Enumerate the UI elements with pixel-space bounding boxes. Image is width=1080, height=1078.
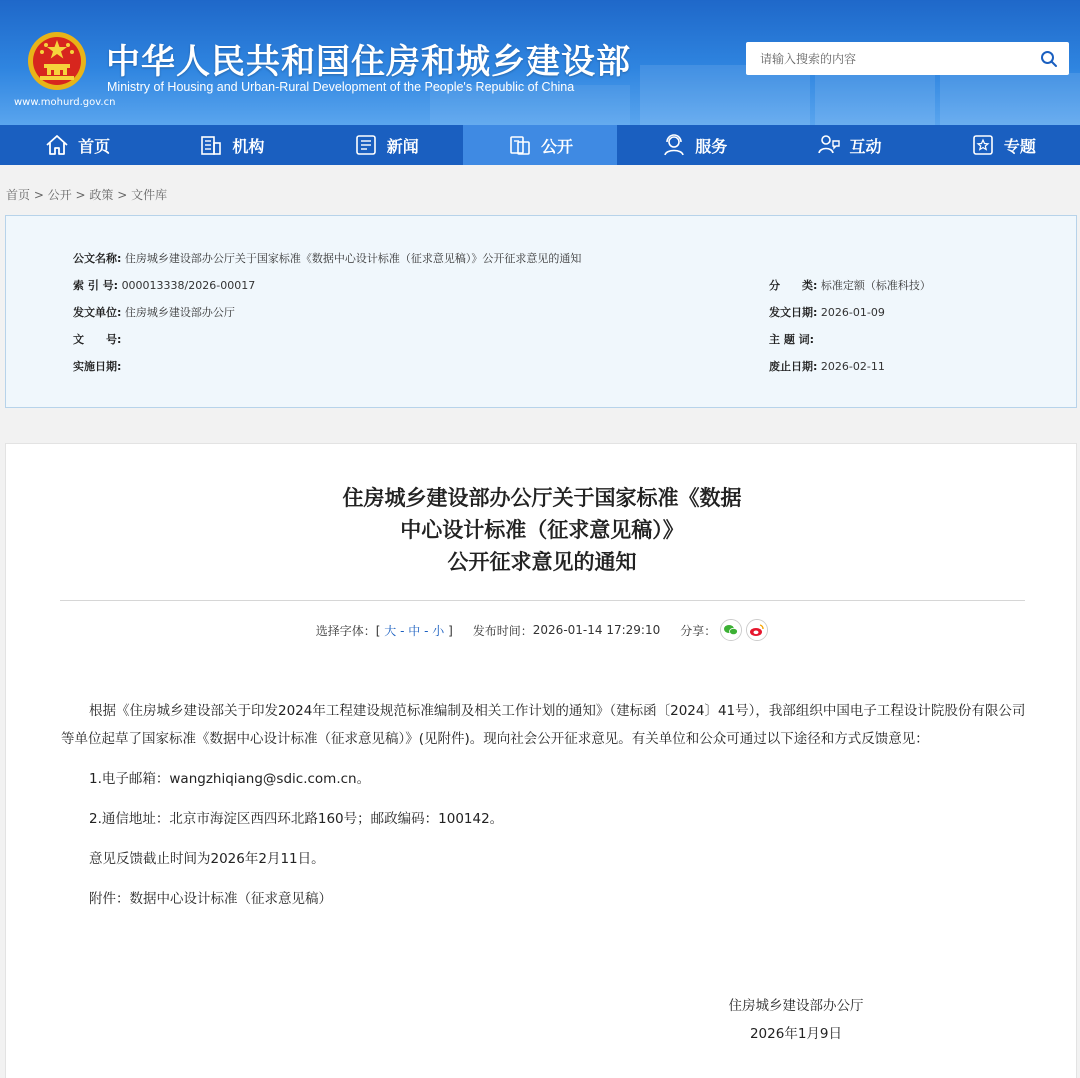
breadcrumb-public[interactable]: 公开 xyxy=(47,188,72,202)
article-title-line: 公开征求意见的通知 xyxy=(447,550,637,574)
meta-label: 文 号: xyxy=(73,333,122,346)
nav-label: 机构 xyxy=(232,136,265,156)
signoff-org: 住房城乡建设部办公厅 xyxy=(728,998,864,1014)
site-url: www.mohurd.gov.cn xyxy=(14,97,116,108)
site-subtitle: Ministry of Housing and Urban-Rural Development of the People's Republic of China xyxy=(107,80,575,94)
meta-value: 住房城乡建设部办公厅关于国家标准《数据中心设计标准（征求意见稿）》公开征求意见的通知 xyxy=(124,252,582,265)
nav-item-news[interactable] xyxy=(309,125,463,165)
nav-item-interaction[interactable] xyxy=(771,125,925,165)
search-input[interactable] xyxy=(746,42,1029,75)
meta-label: 实施日期: xyxy=(73,360,122,373)
body-item-email: 1.电子邮箱：wangzhiqiang@sdic.com.cn。 xyxy=(89,771,371,787)
article-title xyxy=(6,482,1078,578)
meta-label: 索 引 号: xyxy=(73,279,119,292)
meta-subject xyxy=(769,331,814,347)
article-card xyxy=(5,443,1077,1078)
breadcrumb-policy[interactable]: 政策 xyxy=(89,188,114,202)
font-size-label: 选择字体：[ xyxy=(315,623,381,638)
article-info-line xyxy=(6,619,1078,641)
meta-label: 废止日期: xyxy=(769,360,818,373)
article-title-line: 住房城乡建设部办公厅关于国家标准《数据 xyxy=(342,486,742,510)
nav-label: 首页 xyxy=(78,136,111,156)
search-icon[interactable] xyxy=(1029,42,1069,75)
service-icon xyxy=(661,132,687,158)
font-size-close: ] xyxy=(448,623,453,638)
wechat-share-icon[interactable] xyxy=(720,619,742,641)
publish-time-value: 2026-01-14 17:29:10 xyxy=(532,623,661,637)
nav-label: 公开 xyxy=(540,136,573,156)
breadcrumb-home[interactable]: 首页 xyxy=(6,188,31,202)
body-deadline: 意见反馈截止时间为2026年2月11日。 xyxy=(89,851,325,867)
nav-label: 互动 xyxy=(849,136,882,156)
nav-item-organization[interactable] xyxy=(154,125,308,165)
article-signoff xyxy=(696,992,896,1048)
meta-issuer xyxy=(73,304,235,320)
folder-icon xyxy=(507,132,533,158)
meta-value: 住房城乡建设部办公厅 xyxy=(124,306,235,319)
newspaper-icon xyxy=(353,132,379,158)
breadcrumb-separator: > xyxy=(71,188,90,202)
header-banner xyxy=(0,0,1080,125)
title-divider xyxy=(60,600,1025,601)
nav-item-service[interactable] xyxy=(617,125,771,165)
meta-label: 公文名称: xyxy=(73,252,122,265)
meta-implementation-date xyxy=(73,358,121,374)
font-size-selector xyxy=(316,622,453,639)
site-title[interactable]: 中华人民共和国住房和城乡建设部 xyxy=(106,42,631,82)
breadcrumb-separator: > xyxy=(113,188,132,202)
meta-expiry-date xyxy=(769,358,885,374)
body-attachment[interactable]: 附件：数据中心设计标准（征求意见稿） xyxy=(89,891,332,907)
interaction-icon xyxy=(816,132,842,158)
publish-time-label: 发布时间： xyxy=(472,623,533,638)
meta-value: 2026-02-11 xyxy=(820,360,885,373)
font-large-link[interactable]: 大 xyxy=(384,623,397,638)
article-title-line: 中心设计标准（征求意见稿）》 xyxy=(400,518,684,542)
body-paragraph: 根据《住房城乡建设部关于印发2024年工程建设规范标准编制及相关工作计划的通知》（建标函〔2024〕41号），我部组织中国电子工程设计院股份有限公司等单位起草了国家标准《数据中心设计标准（征求意见稿）》(见附件)。现向社会公开征求意见。有关单位和公众可通过以下途径和方式反馈意见： xyxy=(61,703,1026,747)
nav-item-home[interactable] xyxy=(0,125,154,165)
search-box xyxy=(746,42,1069,75)
breadcrumb-file-library[interactable]: 文件库 xyxy=(131,188,168,202)
share-label: 分享： xyxy=(680,623,717,638)
meta-doc-name xyxy=(73,250,581,266)
font-separator: - xyxy=(420,623,433,638)
meta-label: 主 题 词: xyxy=(769,333,815,346)
weibo-share-icon[interactable] xyxy=(746,619,768,641)
meta-category xyxy=(769,277,931,293)
main-nav xyxy=(0,125,1080,165)
banner-decoration xyxy=(940,73,1080,125)
meta-issue-date xyxy=(769,304,885,320)
meta-label: 发文单位: xyxy=(73,306,122,319)
font-separator: - xyxy=(396,623,409,638)
meta-doc-number xyxy=(73,331,121,347)
meta-value: 2026-01-09 xyxy=(820,306,885,319)
meta-label: 分 类: xyxy=(769,279,818,292)
meta-value: 标准定额（标准科技） xyxy=(820,279,931,292)
breadcrumb-separator: > xyxy=(30,188,48,202)
breadcrumb xyxy=(6,186,167,203)
font-medium-link[interactable]: 中 xyxy=(408,623,421,638)
font-small-link[interactable]: 小 xyxy=(432,623,445,638)
building-icon xyxy=(198,132,224,158)
nav-item-public[interactable] xyxy=(463,125,617,165)
meta-value: 000013338/2026-00017 xyxy=(121,279,256,292)
signoff-date: 2026年1月9日 xyxy=(749,1026,843,1042)
nav-label: 新闻 xyxy=(386,136,419,156)
national-emblem-icon[interactable] xyxy=(26,30,88,92)
body-item-address: 2.通信地址：北京市海淀区西四环北路160号；邮政编码：100142。 xyxy=(89,811,504,827)
document-meta-box xyxy=(5,215,1077,408)
meta-index-number xyxy=(73,277,255,293)
nav-item-topics[interactable] xyxy=(926,125,1080,165)
nav-label: 专题 xyxy=(1003,136,1036,156)
home-icon xyxy=(44,132,70,158)
star-icon xyxy=(970,132,996,158)
nav-label: 服务 xyxy=(695,136,728,156)
article-body xyxy=(61,697,1029,925)
meta-label: 发文日期: xyxy=(769,306,818,319)
